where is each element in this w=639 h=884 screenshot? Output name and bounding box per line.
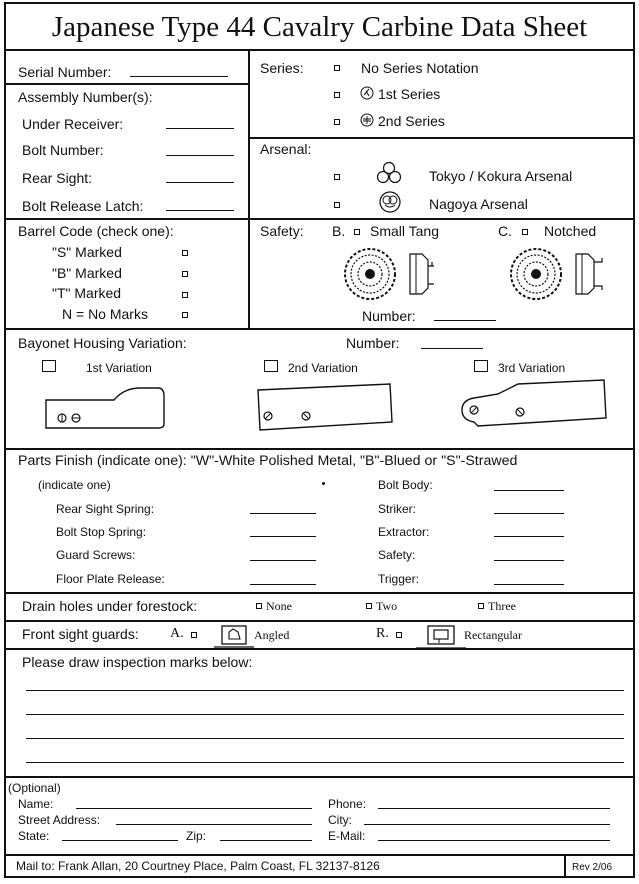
zip-field[interactable]: [220, 840, 312, 841]
divider: [6, 49, 633, 51]
rear-sight-field[interactable]: [166, 182, 234, 183]
bolt-body-label: Bolt Body:: [378, 478, 433, 492]
street-field[interactable]: [116, 824, 312, 825]
bolt-release-latch-label: Bolt Release Latch:: [22, 198, 144, 214]
barrel-b-label: "B" Marked: [52, 265, 122, 281]
trigger-label: Trigger:: [378, 572, 419, 586]
divider: [6, 218, 633, 220]
inspection-line[interactable]: [26, 714, 624, 715]
safety-finish-label: Safety:: [378, 548, 416, 562]
inspection-line[interactable]: [26, 738, 624, 739]
parts-finish-indicate: (indicate one): [38, 478, 111, 492]
front-sight-rectangular-label: Rectangular: [464, 628, 522, 642]
drain-none-checkbox[interactable]: [256, 603, 262, 609]
divider: [564, 854, 566, 876]
divider: [6, 592, 633, 594]
series-none-label: No Series Notation: [361, 60, 479, 76]
parts-finish-label: Parts Finish (indicate one): "W"-White Polished Metal, "B"-Blued or "S"-Strawed: [18, 453, 518, 469]
series-1st-checkbox[interactable]: [334, 92, 340, 98]
drain-none-label: None: [266, 599, 292, 613]
safety-small-tang-checkbox[interactable]: [354, 229, 360, 235]
series-1-icon: [360, 86, 374, 100]
divider: [6, 854, 633, 856]
safety-label: Safety:: [260, 223, 304, 239]
series-2-icon: [360, 113, 374, 127]
bayonet-3rd-checkbox[interactable]: [474, 360, 488, 372]
arsenal-nagoya-checkbox[interactable]: [334, 202, 340, 208]
barrel-t-label: "T" Marked: [52, 285, 122, 301]
city-field[interactable]: [364, 824, 610, 825]
inspection-label: Please draw inspection marks below:: [22, 654, 253, 670]
barrel-s-checkbox[interactable]: [182, 250, 188, 256]
bayonet-3rd-label: 3rd Variation: [498, 361, 566, 375]
barrel-b-checkbox[interactable]: [182, 271, 188, 277]
floor-plate-release-label: Floor Plate Release:: [56, 572, 165, 586]
divider: [6, 328, 633, 330]
inspection-line[interactable]: [26, 690, 624, 691]
nagoya-arsenal-icon: [378, 190, 402, 214]
sheet-title: Japanese Type 44 Cavalry Carbine Data Sheet: [51, 11, 588, 43]
rectangular-sight-guard-icon: [426, 624, 460, 650]
street-label: Street Address:: [18, 813, 101, 827]
divider: [6, 83, 249, 85]
striker-label: Striker:: [378, 502, 417, 516]
city-label: City:: [328, 813, 352, 827]
bayonet-2nd-label: 2nd Variation: [288, 361, 358, 375]
optional-label: (Optional): [8, 781, 61, 795]
serial-number-field[interactable]: [130, 76, 228, 77]
drain-three-label: Three: [488, 599, 516, 613]
revision-label: Rev 2/06: [572, 862, 613, 873]
nagoya-arsenal-label: Nagoya Arsenal: [429, 196, 528, 212]
divider: [6, 620, 633, 622]
phone-field[interactable]: [378, 808, 610, 809]
front-sight-rectangular-checkbox[interactable]: [396, 632, 402, 638]
rear-sight-label: Rear Sight:: [22, 170, 93, 186]
extractor-field[interactable]: [494, 536, 564, 537]
tokyo-arsenal-label: Tokyo / Kokura Arsenal: [429, 168, 573, 184]
series-1st-label: 1st Series: [378, 86, 441, 102]
bolt-release-latch-field[interactable]: [166, 210, 234, 211]
barrel-s-label: "S" Marked: [52, 244, 122, 260]
barrel-n-label: N = No Marks: [62, 306, 148, 322]
divider: [6, 648, 633, 650]
assembly-numbers-label: Assembly Number(s):: [18, 89, 153, 105]
arsenal-tokyo-checkbox[interactable]: [334, 174, 340, 180]
rear-sight-spring-field[interactable]: [250, 513, 316, 514]
email-field[interactable]: [378, 840, 610, 841]
bayonet-1st-label: 1st Variation: [86, 361, 152, 375]
bayonet-housing-1st-diagram: [44, 386, 168, 432]
safety-number-label: Number:: [362, 308, 416, 324]
divider: [6, 776, 633, 778]
name-field[interactable]: [76, 808, 312, 809]
safety-side-notched-icon: [574, 250, 606, 298]
angled-sight-guard-icon: [220, 624, 250, 648]
bayonet-label: Bayonet Housing Variation:: [18, 335, 187, 351]
series-2nd-label: 2nd Series: [378, 113, 445, 129]
floor-plate-release-field[interactable]: [250, 584, 316, 585]
serial-number-label: Serial Number:: [18, 64, 112, 80]
striker-field[interactable]: [494, 513, 564, 514]
front-sight-label: Front sight guards:: [22, 626, 139, 642]
barrel-n-checkbox[interactable]: [182, 312, 188, 318]
extractor-label: Extractor:: [378, 525, 430, 539]
drain-two-checkbox[interactable]: [366, 603, 372, 609]
drain-three-checkbox[interactable]: [478, 603, 484, 609]
bayonet-housing-2nd-diagram: [254, 382, 396, 434]
bayonet-1st-checkbox[interactable]: [42, 360, 56, 372]
front-sight-angled-label: Angled: [254, 628, 290, 642]
safety-c-letter: C.: [498, 223, 512, 239]
bayonet-2nd-checkbox[interactable]: [264, 360, 278, 372]
email-label: E-Mail:: [328, 829, 366, 843]
guard-screws-field[interactable]: [250, 560, 316, 561]
divider: [6, 448, 633, 450]
safety-notched-checkbox[interactable]: [522, 229, 528, 235]
under-receiver-label: Under Receiver:: [22, 116, 124, 132]
safety-small-tang-label: Small Tang: [370, 223, 440, 239]
series-label: Series:: [260, 60, 304, 76]
barrel-t-checkbox[interactable]: [182, 292, 188, 298]
bolt-stop-spring-label: Bolt Stop Spring:: [56, 525, 147, 539]
bayonet-number-label: Number:: [346, 335, 400, 351]
under-receiver-field[interactable]: [166, 128, 234, 129]
inspection-line[interactable]: [26, 762, 624, 763]
safety-finish-field[interactable]: [494, 560, 564, 561]
phone-label: Phone:: [328, 797, 367, 811]
divider: [248, 49, 250, 329]
drain-two-label: Two: [376, 599, 398, 613]
safety-b-letter: B.: [332, 223, 346, 239]
series-2nd-checkbox[interactable]: [334, 119, 340, 125]
arsenal-label: Arsenal:: [260, 141, 312, 157]
mail-to-address: Mail to: Frank Allan, 20 Courtney Place, Palm Coast, FL 32137-8126: [16, 859, 380, 873]
bolt-number-field[interactable]: [166, 155, 234, 156]
bolt-stop-spring-field[interactable]: [250, 536, 316, 537]
safety-side-small-tang-icon: [408, 250, 436, 298]
safety-notched-label: Notched: [544, 223, 597, 239]
front-sight-angled-checkbox[interactable]: [191, 632, 197, 638]
name-label: Name:: [18, 797, 54, 811]
state-field[interactable]: [62, 840, 178, 841]
data-sheet: [4, 2, 635, 878]
bolt-body-field[interactable]: [494, 490, 564, 491]
divider: [248, 137, 633, 139]
trigger-field[interactable]: [494, 584, 564, 585]
series-none-checkbox[interactable]: [334, 65, 340, 71]
state-label: State:: [18, 829, 50, 843]
drain-holes-label: Drain holes under forestock:: [22, 598, 198, 614]
tokyo-arsenal-icon: [376, 161, 402, 185]
front-sight-a-letter: A.: [170, 626, 184, 641]
guard-screws-label: Guard Screws:: [56, 548, 136, 562]
front-sight-r-letter: R.: [376, 626, 389, 641]
bayonet-number-field[interactable]: [421, 348, 483, 349]
safety-knob-notched-icon: [508, 246, 568, 302]
barrel-code-label: Barrel Code (check one):: [18, 223, 174, 239]
safety-number-field[interactable]: [434, 320, 496, 321]
rear-sight-spring-label: Rear Sight Spring:: [56, 502, 155, 516]
bolt-number-label: Bolt Number:: [22, 142, 104, 158]
bayonet-housing-3rd-diagram: [458, 378, 610, 430]
zip-label: Zip:: [186, 829, 207, 843]
safety-knob-small-tang-icon: [342, 246, 402, 302]
dot-mark: [322, 482, 325, 485]
